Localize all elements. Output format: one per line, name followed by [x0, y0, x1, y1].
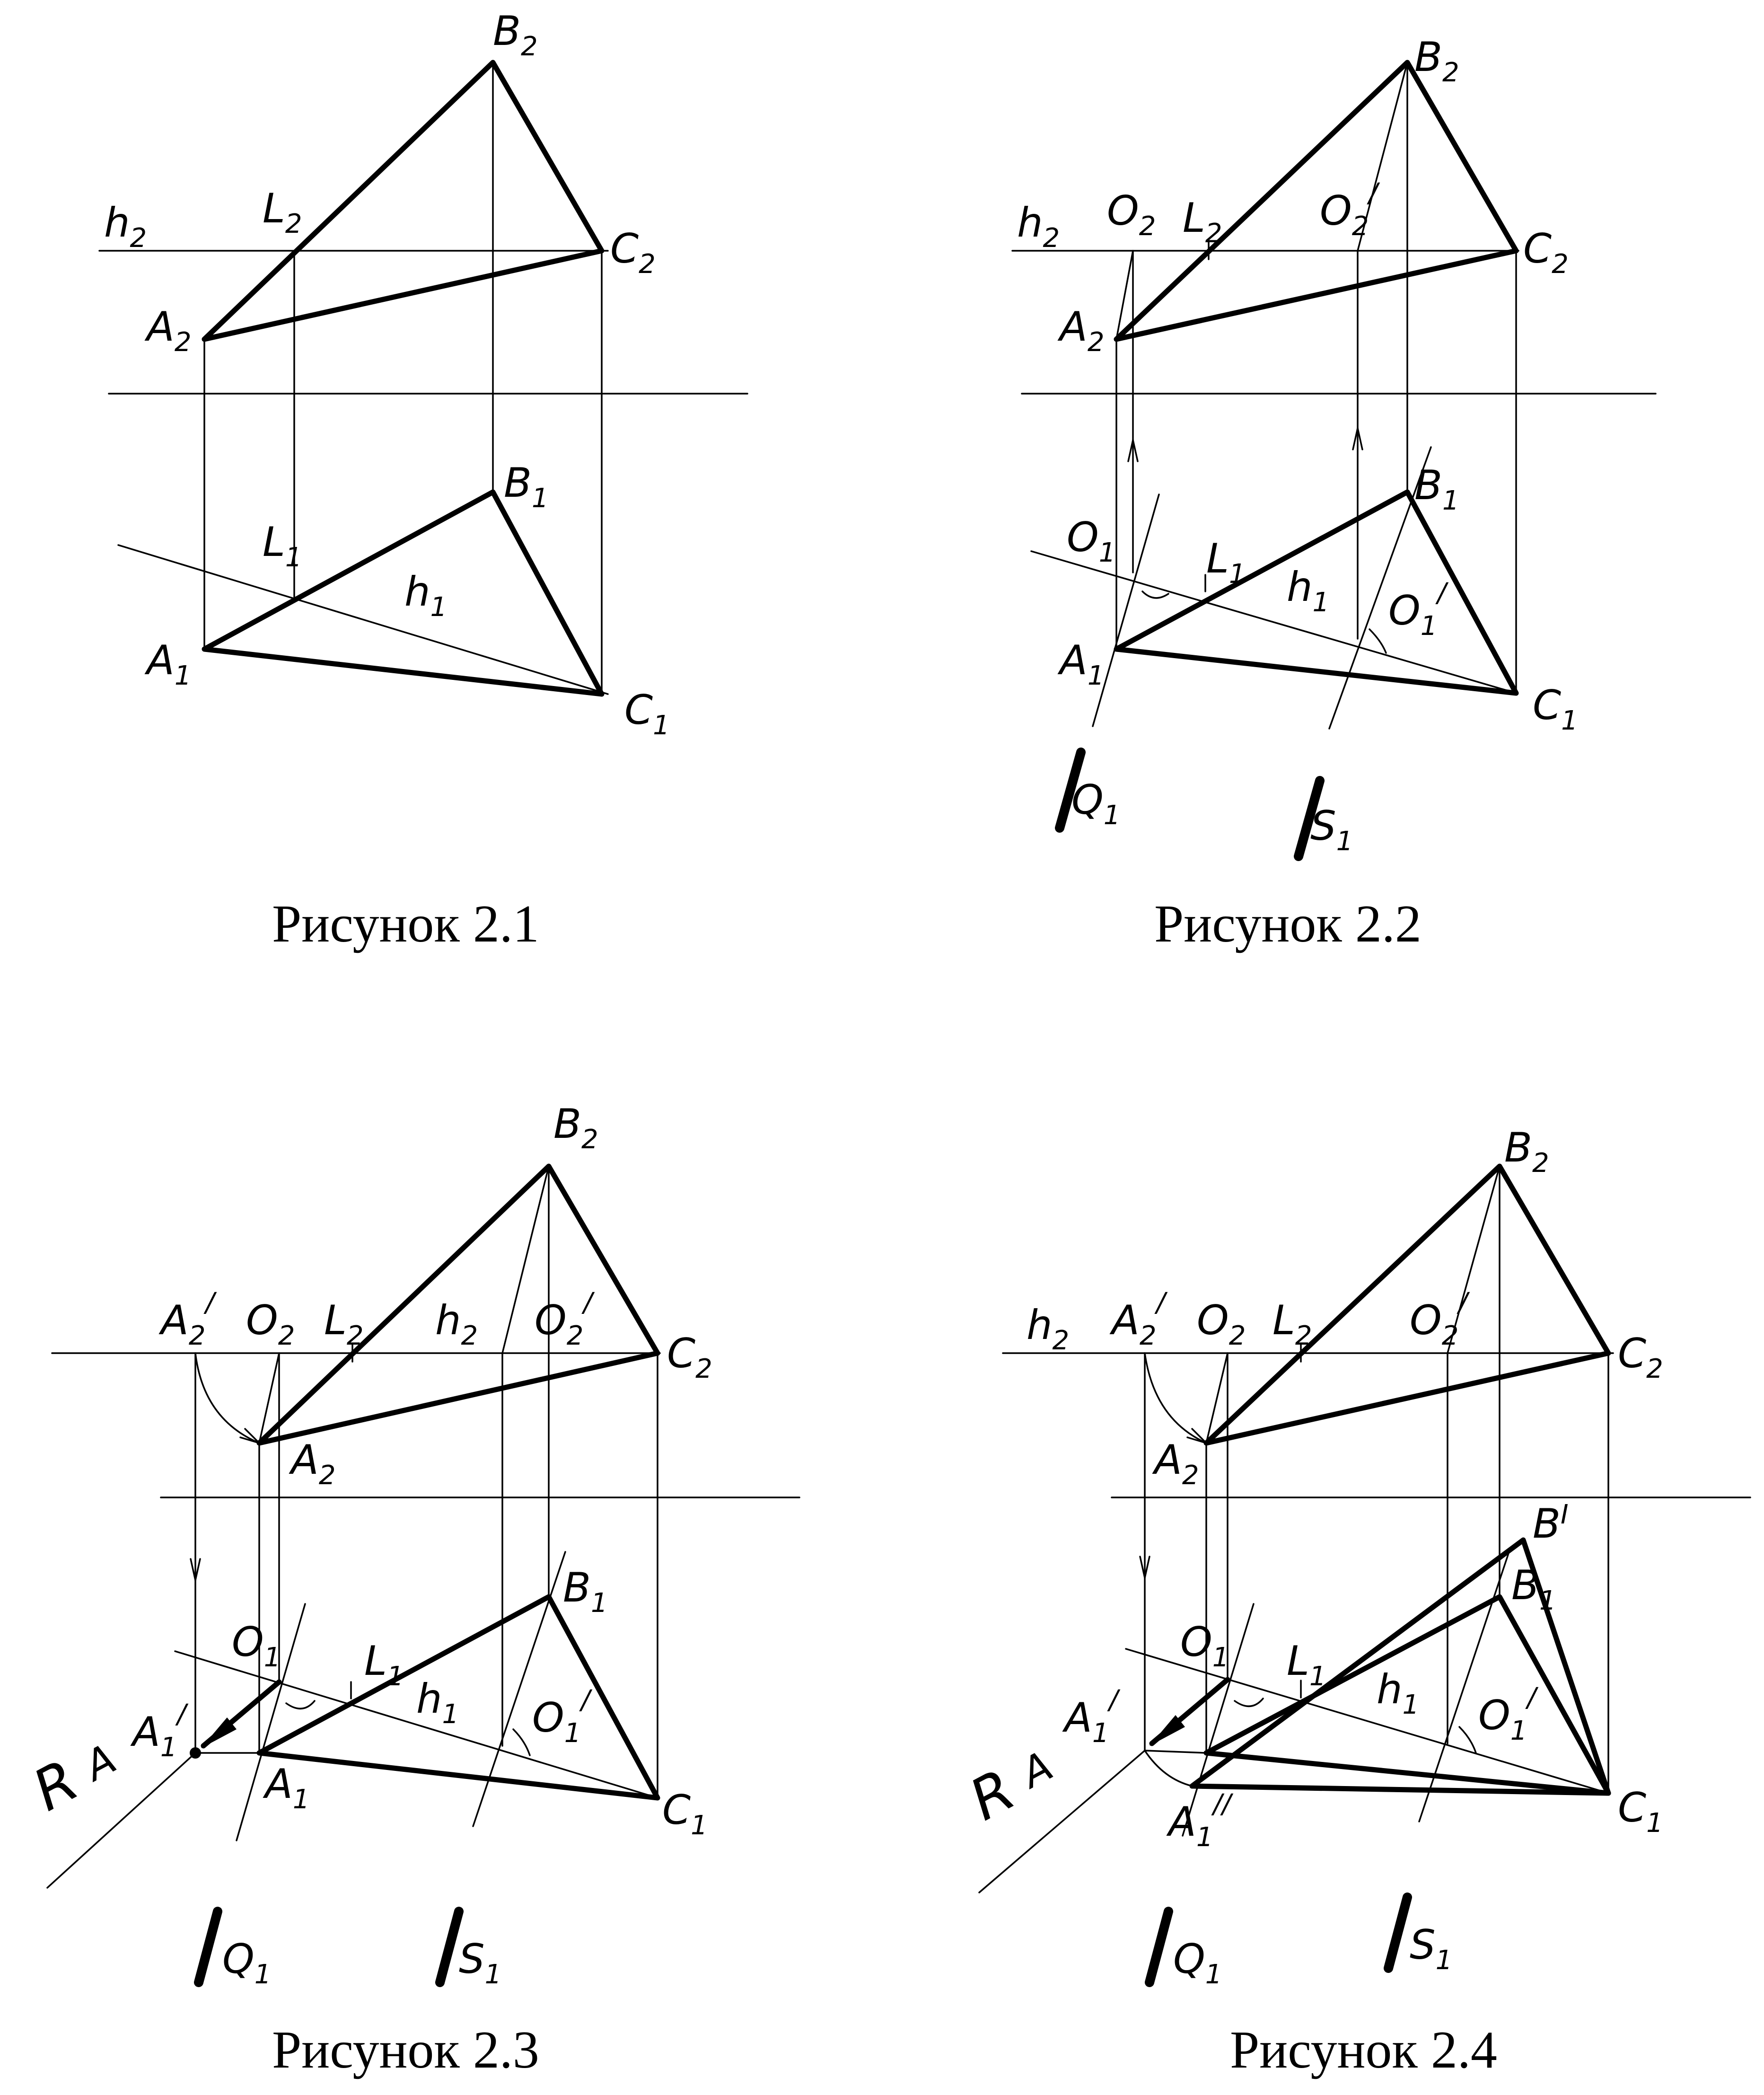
point-letter: O	[535, 1297, 567, 1344]
fig1-label-B2	[493, 8, 538, 62]
subscript: 1	[1561, 705, 1578, 736]
figure-2-4	[959, 1124, 1750, 2079]
subscript: 1	[1309, 1661, 1326, 1692]
point-letter: O	[232, 1619, 264, 1666]
fig3-plane-mark-Q1	[199, 1911, 218, 1982]
subscript: 1	[254, 1959, 272, 1990]
point-letter: C	[662, 1787, 691, 1834]
subscript: 2	[1442, 57, 1459, 88]
subscript: 2	[174, 327, 192, 358]
point-letter: L	[324, 1297, 347, 1344]
fig4-arc-arrowhead	[1187, 1429, 1206, 1443]
fig1-label-h2	[104, 199, 147, 254]
point-letter: A	[161, 1297, 189, 1344]
subscript: 1	[564, 1718, 581, 1749]
fig4-rotation-arc-A1	[1145, 1751, 1192, 1786]
subscript: 1	[1539, 1585, 1556, 1616]
prime-mark: /	[1527, 1682, 1536, 1713]
fig4-label-B2	[1504, 1124, 1549, 1179]
point-letter: O	[1197, 1297, 1229, 1344]
subscript: 2	[695, 1354, 712, 1384]
subscript: 1	[174, 660, 192, 691]
fig3-label-O1	[232, 1619, 281, 1673]
fig4-label-O1prime	[1478, 1682, 1538, 1746]
subscript: 1	[1212, 1642, 1229, 1673]
point-letter: B	[1511, 1562, 1539, 1609]
fig3-label-h2	[435, 1297, 478, 1351]
point-letter: B	[1533, 1500, 1561, 1548]
subscript: 2	[1052, 1325, 1070, 1356]
subscript: 2	[318, 1460, 336, 1491]
point-letter: Q	[222, 1936, 255, 1983]
fig3-label-A1prime	[130, 1699, 188, 1763]
subscript: 1	[691, 1810, 708, 1841]
fig3-label-L2	[324, 1297, 364, 1351]
fig2-label-L1	[1206, 535, 1246, 590]
fig4-label-L2	[1273, 1297, 1312, 1351]
fig3-caption: Рисунок 2.3	[272, 2021, 539, 2079]
fig3-label-A2	[289, 1436, 335, 1491]
point-letter: A	[132, 1708, 160, 1756]
fig1-label-B1	[504, 459, 549, 514]
fig3-label-h1	[416, 1675, 459, 1730]
subscript: 1	[1336, 826, 1353, 857]
point-letter: A	[1064, 1694, 1092, 1742]
fig4-label-O1	[1180, 1619, 1229, 1673]
prime-mark: /	[1156, 1287, 1166, 1318]
point-letter: A	[1154, 1436, 1182, 1484]
fig3-label-A2prime	[158, 1287, 217, 1351]
subscript: 2	[1295, 1320, 1312, 1351]
subscript: 2	[278, 1320, 295, 1351]
subscript: 1	[1442, 485, 1459, 516]
subscript: 1	[1510, 1716, 1527, 1746]
subscript: 1	[1312, 587, 1330, 618]
fig2-label-C1	[1533, 682, 1578, 736]
subscript: 2	[188, 1320, 206, 1351]
fig1-label-A2	[144, 303, 191, 358]
fig4-label-Q1	[1173, 1936, 1222, 1990]
point-letter: A	[147, 637, 175, 684]
fig4-caption: Рисунок 2.4	[1230, 2021, 1497, 2079]
fig2-label-Q1	[1071, 776, 1120, 831]
prime-mark: I	[1561, 1499, 1569, 1530]
point-letter: B	[1414, 462, 1442, 509]
subscript: 1	[292, 1784, 310, 1815]
subscript: 2	[1205, 218, 1222, 249]
subscript: 2	[639, 249, 656, 280]
subscript: 2	[285, 209, 302, 239]
fig3-label-B1	[563, 1564, 608, 1619]
subscript: 2	[521, 31, 538, 62]
subscript: 1	[653, 710, 670, 741]
fig3-triangle-top-projection	[259, 1597, 658, 1798]
fig3-label-A1	[263, 1761, 309, 1815]
point-letter: S	[1310, 802, 1336, 850]
subscript: 1	[430, 592, 448, 623]
subscript: 1	[386, 1661, 404, 1692]
fig4-plane-mark-Q1	[1150, 1911, 1168, 1982]
subscript: 1	[1196, 1822, 1213, 1853]
fig2-angle-arc-O1prime	[1369, 629, 1386, 653]
subscript: 1	[591, 1588, 608, 1619]
subscript: 1	[532, 483, 549, 514]
fig4-label-O2prime	[1410, 1287, 1470, 1351]
fig2-label-O2	[1107, 187, 1156, 242]
point-letter: h	[1377, 1666, 1403, 1713]
fig2-label-A2	[1057, 303, 1104, 358]
fig1-label-h1	[404, 568, 447, 623]
point-letter: Q	[1173, 1936, 1205, 1983]
figure-2-2	[1012, 34, 1656, 953]
fig1-label-A1	[144, 637, 191, 691]
fig2-label-O2prime	[1320, 178, 1380, 242]
fig2-label-A1	[1057, 637, 1104, 691]
fig3-label-S1	[459, 1936, 501, 1990]
subscript: 1	[484, 1959, 502, 1990]
prime-mark: /	[1437, 578, 1447, 608]
point-letter: h	[416, 1675, 442, 1723]
point-letter: L	[1287, 1637, 1309, 1685]
subscript: 1	[442, 1699, 459, 1730]
point-letter: C	[1618, 1784, 1647, 1831]
prime-mark: /	[205, 1287, 215, 1318]
fig3-arc-arrowhead	[240, 1429, 259, 1443]
fig3-plane-mark-S1	[440, 1911, 459, 1982]
point-letter: A	[1112, 1297, 1140, 1344]
fig3-point-A1prime	[190, 1747, 201, 1759]
fig4-label-A2	[1152, 1436, 1199, 1491]
fig2-angle-arc-O1	[1142, 591, 1168, 598]
point-letter: B	[504, 459, 532, 507]
fig4-label-h1	[1377, 1666, 1419, 1720]
prime-mark: //	[1213, 1789, 1231, 1820]
fig4-angle-arc-O1	[1235, 1699, 1263, 1706]
fig4-A1prime-to-A1	[1145, 1751, 1206, 1753]
fig3-rotation-arc-A2	[195, 1353, 259, 1443]
point-letter: L	[263, 519, 285, 566]
fig3-label-O1prime	[532, 1685, 592, 1749]
fig4-plane-mark-S1	[1388, 1897, 1407, 1968]
point-letter: A	[265, 1761, 293, 1808]
fig2-caption: Рисунок 2.2	[1154, 895, 1422, 953]
point-letter: B	[1414, 34, 1442, 81]
point-letter: B	[563, 1564, 591, 1611]
fig3-angle-arc-O1	[286, 1701, 315, 1708]
subscript: 2	[461, 1320, 478, 1351]
subscript: 2	[1552, 249, 1569, 280]
point-letter: A	[1060, 637, 1088, 684]
subscript: 2	[581, 1124, 598, 1155]
point-letter: O	[1410, 1297, 1442, 1344]
point-letter: L	[364, 1637, 387, 1685]
point-letter: C	[1618, 1330, 1647, 1377]
point-letter: A	[1060, 303, 1088, 351]
fig4-label-B1prime	[1533, 1499, 1569, 1548]
fig3-label-O2prime	[535, 1287, 595, 1351]
point-letter: O	[1478, 1692, 1510, 1739]
fig4-triangle-front-projection	[1206, 1166, 1608, 1443]
fig2-triangle-front-projection	[1116, 62, 1516, 339]
fig2-label-B1	[1414, 462, 1459, 516]
subscript: 1	[1229, 559, 1246, 590]
subscript: 1	[1103, 800, 1121, 831]
point-letter: A	[291, 1436, 319, 1484]
fig2-label-S1	[1310, 802, 1353, 857]
fig4-label-O2	[1197, 1297, 1246, 1351]
point-letter: Q	[1071, 776, 1104, 824]
fig3-label-C2	[667, 1330, 712, 1384]
fig3-horizontal-h1	[175, 1651, 658, 1798]
point-letter: O	[532, 1694, 564, 1742]
subscript: 2	[130, 223, 147, 254]
subscript: 1	[1646, 1808, 1663, 1839]
fig4-label-A1prime	[1062, 1685, 1120, 1749]
point-letter: S	[1410, 1921, 1436, 1969]
subscript: 2	[1352, 211, 1369, 242]
fig3-label-RA-subscript: A	[77, 1735, 124, 1790]
fig2-label-h1	[1287, 563, 1329, 618]
point-letter: O	[1320, 187, 1352, 235]
fig2-label-O1prime	[1388, 578, 1448, 642]
prime-mark: /	[583, 1287, 593, 1318]
subscript: 1	[1092, 1718, 1109, 1749]
point-letter: O	[1388, 587, 1421, 634]
subscript: 2	[1441, 1320, 1459, 1351]
subscript: 2	[1139, 211, 1156, 242]
point-letter: h	[1027, 1302, 1053, 1349]
subscript: 1	[1205, 1959, 1222, 1990]
point-letter: C	[667, 1330, 696, 1377]
fig2-trace-Q1	[1093, 494, 1159, 726]
point-letter: O	[246, 1297, 278, 1344]
point-letter: h	[404, 568, 430, 616]
point-letter: h	[104, 199, 130, 246]
fig4-label-RA-subscript: A	[1013, 1742, 1061, 1797]
fig2-label-h2	[1017, 199, 1060, 254]
point-letter: h	[1017, 199, 1043, 246]
point-letter: C	[1533, 682, 1562, 729]
subscript: 1	[1420, 611, 1438, 642]
point-letter: h	[435, 1297, 461, 1344]
subscript: 1	[263, 1642, 281, 1673]
subscript: 1	[1087, 660, 1105, 691]
prime-mark: /	[581, 1685, 590, 1716]
subscript: 1	[285, 542, 302, 573]
point-letter: L	[1273, 1297, 1295, 1344]
fig4-label-h2	[1027, 1302, 1069, 1356]
fig3-label-C1	[662, 1787, 708, 1841]
fig2-label-B2	[1414, 34, 1459, 88]
fig3-label-Q1	[222, 1936, 271, 1990]
fig4-label-L1	[1287, 1637, 1326, 1692]
fig2-label-C2	[1523, 225, 1569, 280]
point-letter: C	[610, 225, 639, 273]
fig4-label-A1doubleprime	[1166, 1789, 1233, 1853]
point-letter: C	[1523, 225, 1552, 273]
point-letter: C	[624, 687, 653, 734]
fig1-label-C1	[624, 687, 670, 741]
prime-mark: /	[1458, 1287, 1468, 1318]
fig4-label-C2	[1618, 1330, 1663, 1384]
figure-2-3	[23, 1100, 799, 2079]
fig4-label-B1	[1511, 1562, 1556, 1616]
prime-mark: /	[1109, 1685, 1118, 1716]
fig2-label-L2	[1183, 194, 1222, 249]
point-letter: L	[1206, 535, 1229, 582]
point-letter: L	[1183, 194, 1205, 242]
subscript: 1	[160, 1732, 177, 1763]
subscript: 2	[1532, 1148, 1549, 1179]
point-letter: B	[1504, 1124, 1532, 1171]
subscript: 1	[1435, 1945, 1453, 1976]
fig4-label-C1	[1618, 1784, 1663, 1839]
subscript: 2	[346, 1320, 364, 1351]
subscript: 2	[1646, 1354, 1663, 1384]
fig3-angle-arc-O1prime	[513, 1729, 530, 1755]
point-letter: O	[1180, 1619, 1212, 1666]
fig2-label-O1	[1067, 514, 1115, 568]
subscript: 2	[1139, 1320, 1157, 1351]
point-letter: S	[459, 1936, 485, 1983]
fig3-label-O2	[246, 1297, 295, 1351]
point-letter: B	[493, 8, 521, 55]
fig1-caption: Рисунок 2.1	[272, 895, 539, 953]
prime-mark: /	[177, 1699, 186, 1730]
fig3-label-L1	[364, 1637, 404, 1692]
fig4-label-S1	[1410, 1921, 1452, 1976]
fig4-rotation-arc-A2	[1145, 1353, 1206, 1443]
subscript: 2	[1229, 1320, 1246, 1351]
fig4-label-R: R	[959, 1757, 1026, 1834]
fig1-label-L1	[263, 519, 302, 573]
subscript: 2	[566, 1320, 584, 1351]
point-letter: A	[1168, 1798, 1196, 1846]
fig1-label-C2	[610, 225, 656, 280]
prime-mark: /	[1369, 178, 1378, 209]
subscript: 2	[1043, 223, 1060, 254]
subscript: 2	[1182, 1460, 1199, 1491]
fig4-label-A2prime	[1109, 1287, 1167, 1351]
point-letter: B	[553, 1100, 581, 1148]
figure-2-1	[99, 8, 747, 953]
point-letter: L	[263, 185, 285, 232]
point-letter: O	[1107, 187, 1139, 235]
point-letter: h	[1287, 563, 1313, 611]
subscript: 1	[1098, 537, 1116, 568]
point-letter: A	[147, 303, 175, 351]
subscript: 1	[1402, 1690, 1420, 1720]
point-letter: O	[1067, 514, 1099, 561]
subscript: 2	[1087, 327, 1105, 358]
fig3-label-R: R	[23, 1747, 89, 1824]
fig1-label-L2	[263, 185, 302, 239]
fig3-label-B2	[553, 1100, 598, 1155]
